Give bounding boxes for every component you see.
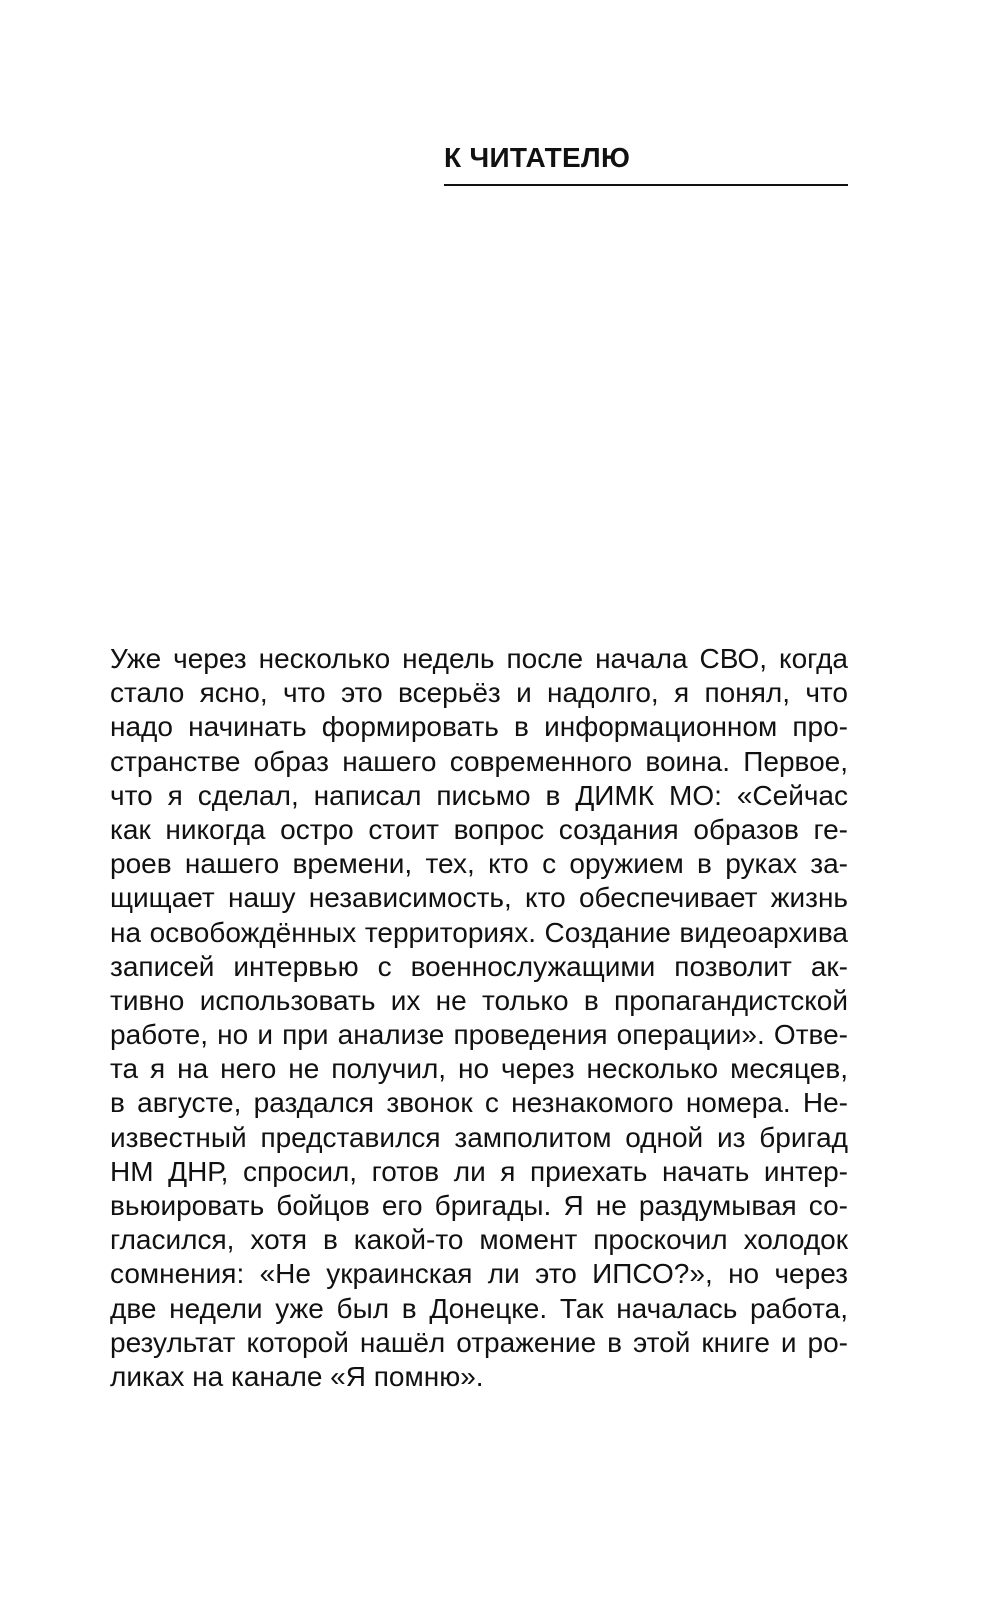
text-line: стало ясно, что это всерьёз и надолго, я понял, что bbox=[110, 677, 848, 709]
text-line: странстве образ нашего современного воина. Первое, bbox=[110, 745, 848, 777]
heading-underline-rule bbox=[444, 184, 848, 186]
text-line: на освобождённых территориях. Создание видеоархива bbox=[110, 916, 848, 948]
text-line: известный представился замполитом одной из бригад bbox=[110, 1121, 848, 1153]
text-line: Уже через несколько недель после начала СВО, когда bbox=[110, 643, 848, 674]
text-line: роев нашего времени, тех, кто с оружием в руках за- bbox=[110, 848, 848, 880]
text-line: сомнения: «Не украинская ли это ИПСО?», но через bbox=[110, 1258, 848, 1290]
text-line: гласился, хотя в какой-то момент проскочил холодок bbox=[110, 1224, 848, 1256]
text-line: две недели уже был в Донецке. Так началась работа, bbox=[110, 1292, 848, 1324]
text-line: работе, но и при анализе проведения операции». Отве- bbox=[110, 1019, 848, 1051]
chapter-title: К ЧИТАТЕЛЮ bbox=[444, 142, 631, 173]
text-line: результат которой нашёл отражение в этой книге и ро- bbox=[110, 1326, 848, 1358]
text-line: тивно использовать их не только в пропагандистской bbox=[110, 984, 848, 1016]
text-line: та я на него не получил, но через несколько месяцев, bbox=[110, 1053, 848, 1085]
text-line: ликах на канале «Я помню». bbox=[110, 1360, 484, 1392]
text-line: щищает нашу независимость, кто обеспечивает жизнь bbox=[110, 882, 848, 914]
text-line: в августе, раздался звонок с незнакомого номера. Не- bbox=[110, 1087, 848, 1119]
text-line: записей интервью с военнослужащими позволит ак- bbox=[110, 950, 848, 982]
body-paragraph bbox=[110, 642, 848, 1394]
chapter-heading-block bbox=[444, 140, 848, 186]
text-line: надо начинать формировать в информационном про- bbox=[110, 711, 848, 743]
text-line: как никогда остро стоит вопрос создания образов ге- bbox=[110, 813, 848, 845]
text-line: вьюировать бойцов его бригады. Я не раздумывая со- bbox=[110, 1190, 848, 1221]
text-line: что я сделал, написал письмо в ДИМК МО: «Сейчас bbox=[110, 779, 848, 811]
text-line: НМ ДНР, спросил, готов ли я приехать начать интер- bbox=[110, 1155, 848, 1187]
